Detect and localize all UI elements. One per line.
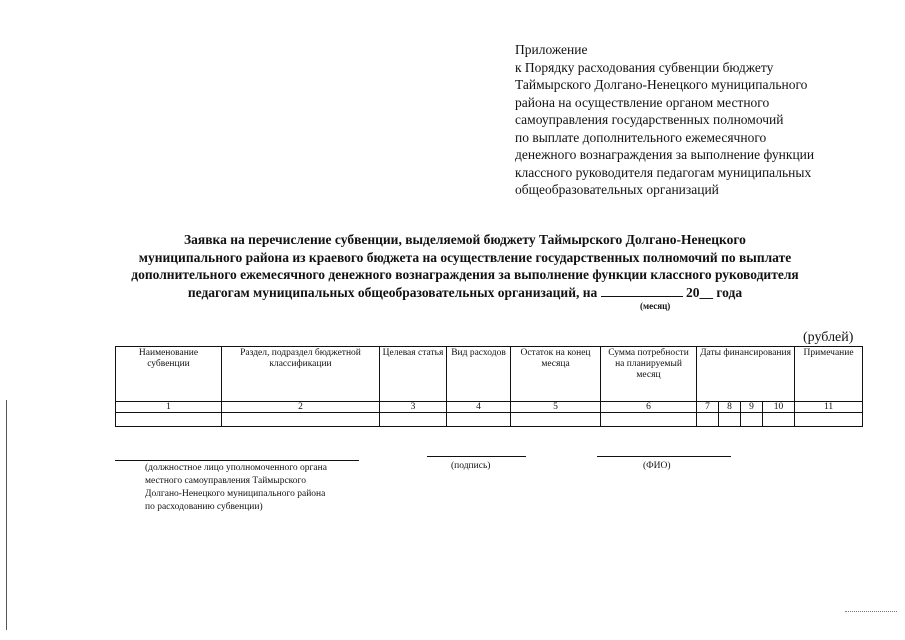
appendix-line: по выплате дополнительного ежемесячного: [515, 129, 767, 145]
header-cell: Вид расходов: [447, 347, 511, 402]
official-caption-line: местного самоуправления Таймырского: [145, 476, 306, 486]
official-caption-line: (должностное лицо уполномоченного органа: [145, 463, 327, 473]
month-blank-field[interactable]: [601, 284, 683, 297]
units-label: (рублей): [803, 330, 854, 345]
title-year: 20__ года: [686, 284, 743, 300]
appendix-line: Таймырского Долгано-Ненецкого муниципального: [515, 77, 808, 92]
appendix-line: к Порядку расходования субвенции бюджету: [515, 59, 774, 75]
table-cell[interactable]: [511, 413, 601, 427]
title-line: муниципального района из краевого бюджета на осуществление государственных полномочий по выплате: [138, 249, 792, 265]
header-cell: Примечание: [795, 347, 863, 402]
table-cell[interactable]: [380, 413, 447, 427]
table-cell[interactable]: [601, 413, 697, 427]
signature-line: [427, 456, 526, 457]
table-cell[interactable]: [795, 413, 863, 427]
appendix-line: общеобразовательных организаций: [515, 182, 719, 197]
table-cell[interactable]: [763, 413, 795, 427]
column-number: 8: [719, 402, 741, 413]
column-number: 10: [763, 402, 795, 413]
appendix-header: [515, 41, 895, 199]
official-caption-line: Долгано-Ненецкого муниципального района: [145, 489, 326, 499]
appendix-line: района на осуществление органом местного: [515, 94, 770, 110]
header-cell: Целевая статья: [380, 347, 447, 402]
table-cell[interactable]: [741, 413, 763, 427]
table-cell[interactable]: [447, 413, 511, 427]
column-number: 7: [697, 402, 719, 413]
header-cell: Даты финансирования: [697, 347, 795, 402]
header-cell: Наименование субвенции: [116, 347, 222, 402]
table-number-row: [116, 402, 863, 413]
table-cell[interactable]: [719, 413, 741, 427]
column-number: 2: [222, 402, 380, 413]
table-row: [116, 413, 863, 427]
table-header-row: [116, 347, 863, 402]
title-last-text: педагогам муниципальных общеобразовательных организаций, на: [187, 284, 598, 300]
appendix-line: Приложение: [515, 42, 588, 57]
month-caption: (месяц): [640, 301, 671, 311]
appendix-line: денежного вознаграждения за выполнение функции: [515, 147, 815, 162]
column-number: 3: [380, 402, 447, 413]
column-number: 11: [795, 402, 863, 413]
title-line-last: [70, 284, 860, 302]
table-cell[interactable]: [222, 413, 380, 427]
column-number: 5: [511, 402, 601, 413]
scan-margin-line: [6, 400, 7, 630]
official-caption: [145, 462, 327, 514]
signature-caption: (подпись): [451, 461, 491, 471]
table-cell[interactable]: [116, 413, 222, 427]
column-number: 6: [601, 402, 697, 413]
name-caption: (ФИО): [643, 461, 671, 471]
header-cell: Сумма потребности на планируемый месяц: [601, 347, 697, 402]
table-cell[interactable]: [697, 413, 719, 427]
official-caption-line: по расходованию субвенции): [145, 502, 263, 512]
document-title: [70, 231, 860, 301]
name-line: [597, 456, 731, 457]
subsidy-request-table: [115, 346, 863, 427]
title-line: дополнительного ежемесячного денежного вознаграждения за выполнение функции классного руководителя: [131, 267, 799, 282]
appendix-line: самоуправления государственных полномочий: [515, 112, 784, 127]
column-number: 9: [741, 402, 763, 413]
column-number: 1: [116, 402, 222, 413]
column-number: 4: [447, 402, 511, 413]
official-signature-line: [115, 460, 359, 461]
appendix-line: классного руководителя педагогам муниципальных: [515, 164, 812, 180]
footer-dash-line: [845, 611, 897, 612]
title-line: Заявка на перечисление субвенции, выделяемой бюджету Таймырского Долгано-Ненецкого: [184, 232, 746, 247]
header-cell: Раздел, подраздел бюджетной классификации: [222, 347, 380, 402]
header-cell: Остаток на конец месяца: [511, 347, 601, 402]
